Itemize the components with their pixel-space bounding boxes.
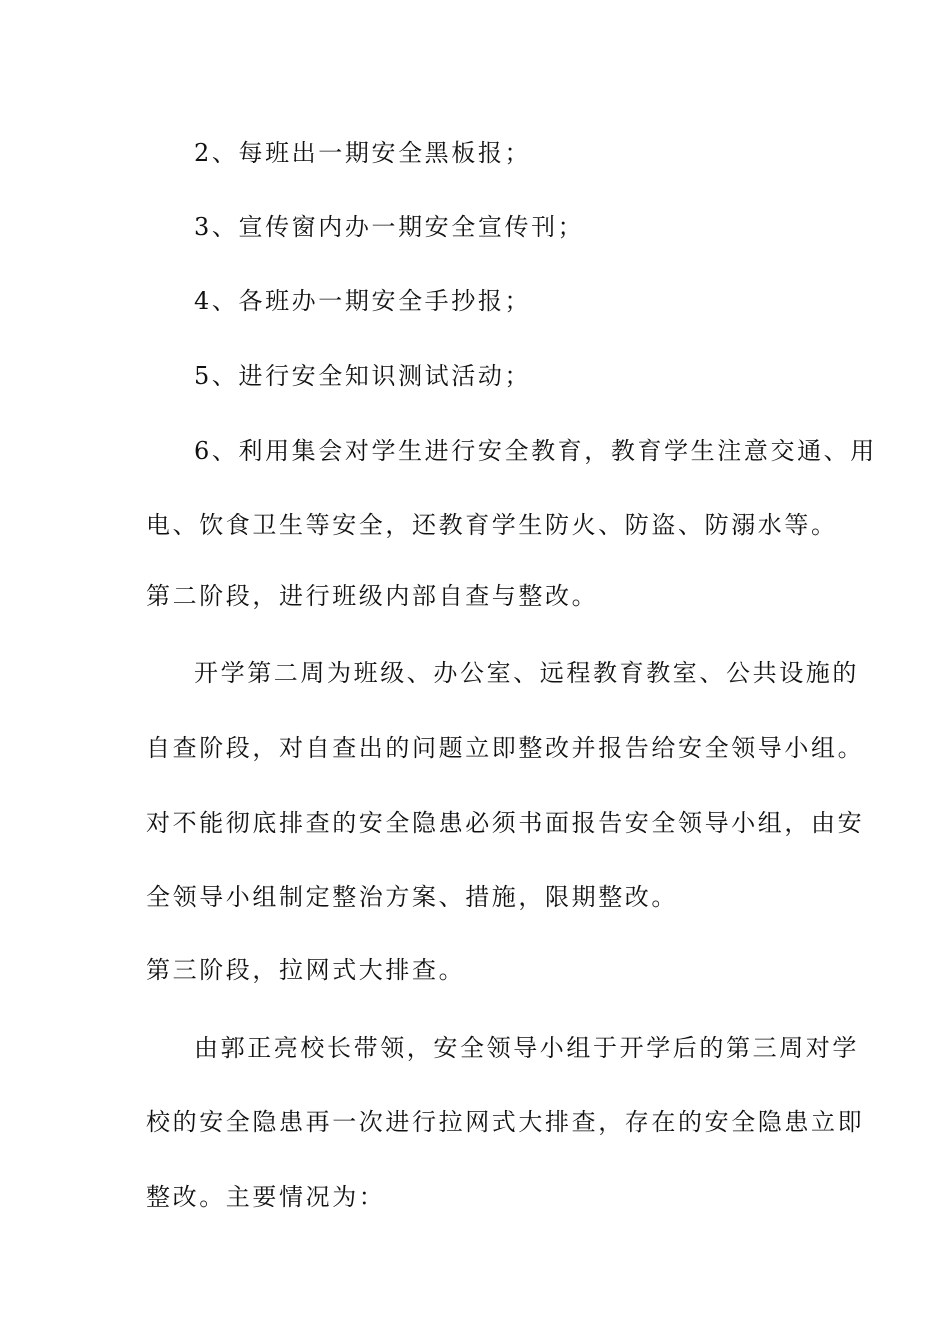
paragraph-line: 整改。主要情况为： bbox=[146, 1183, 386, 1211]
list-item-bulletin: 3、宣传窗内办一期安全宣传刊； bbox=[194, 213, 585, 241]
section-heading-stage-2: 第二阶段，进行班级内部自查与整改。 bbox=[146, 582, 599, 610]
paragraph-line: 校的安全隐患再一次进行拉网式大排查，存在的安全隐患立即 bbox=[146, 1108, 865, 1136]
list-item-blackboard: 2、每班出一期安全黑板报； bbox=[194, 139, 532, 167]
section-heading-stage-3: 第三阶段，拉网式大排查。 bbox=[146, 956, 466, 984]
list-item-knowledge-test: 5、进行安全知识测试活动； bbox=[194, 362, 532, 390]
paragraph-line: 由郭正亮校长带领，安全领导小组于开学后的第三周对学 bbox=[194, 1034, 859, 1062]
paragraph-line: 自查阶段，对自查出的问题立即整改并报告给安全领导小组。 bbox=[146, 734, 865, 762]
paragraph-line: 电、饮食卫生等安全，还教育学生防火、防盗、防溺水等。 bbox=[146, 511, 838, 539]
list-item-handwritten-paper: 4、各班办一期安全手抄报； bbox=[194, 287, 532, 315]
list-item-assembly-education: 6、利用集会对学生进行安全教育，教育学生注意交通、用 bbox=[194, 437, 877, 465]
paragraph-line: 对不能彻底排查的安全隐患必须书面报告安全领导小组，由安 bbox=[146, 809, 865, 837]
paragraph-line: 全领导小组制定整治方案、措施，限期整改。 bbox=[146, 883, 678, 911]
paragraph-line: 开学第二周为班级、办公室、远程教育教室、公共设施的 bbox=[194, 659, 859, 687]
